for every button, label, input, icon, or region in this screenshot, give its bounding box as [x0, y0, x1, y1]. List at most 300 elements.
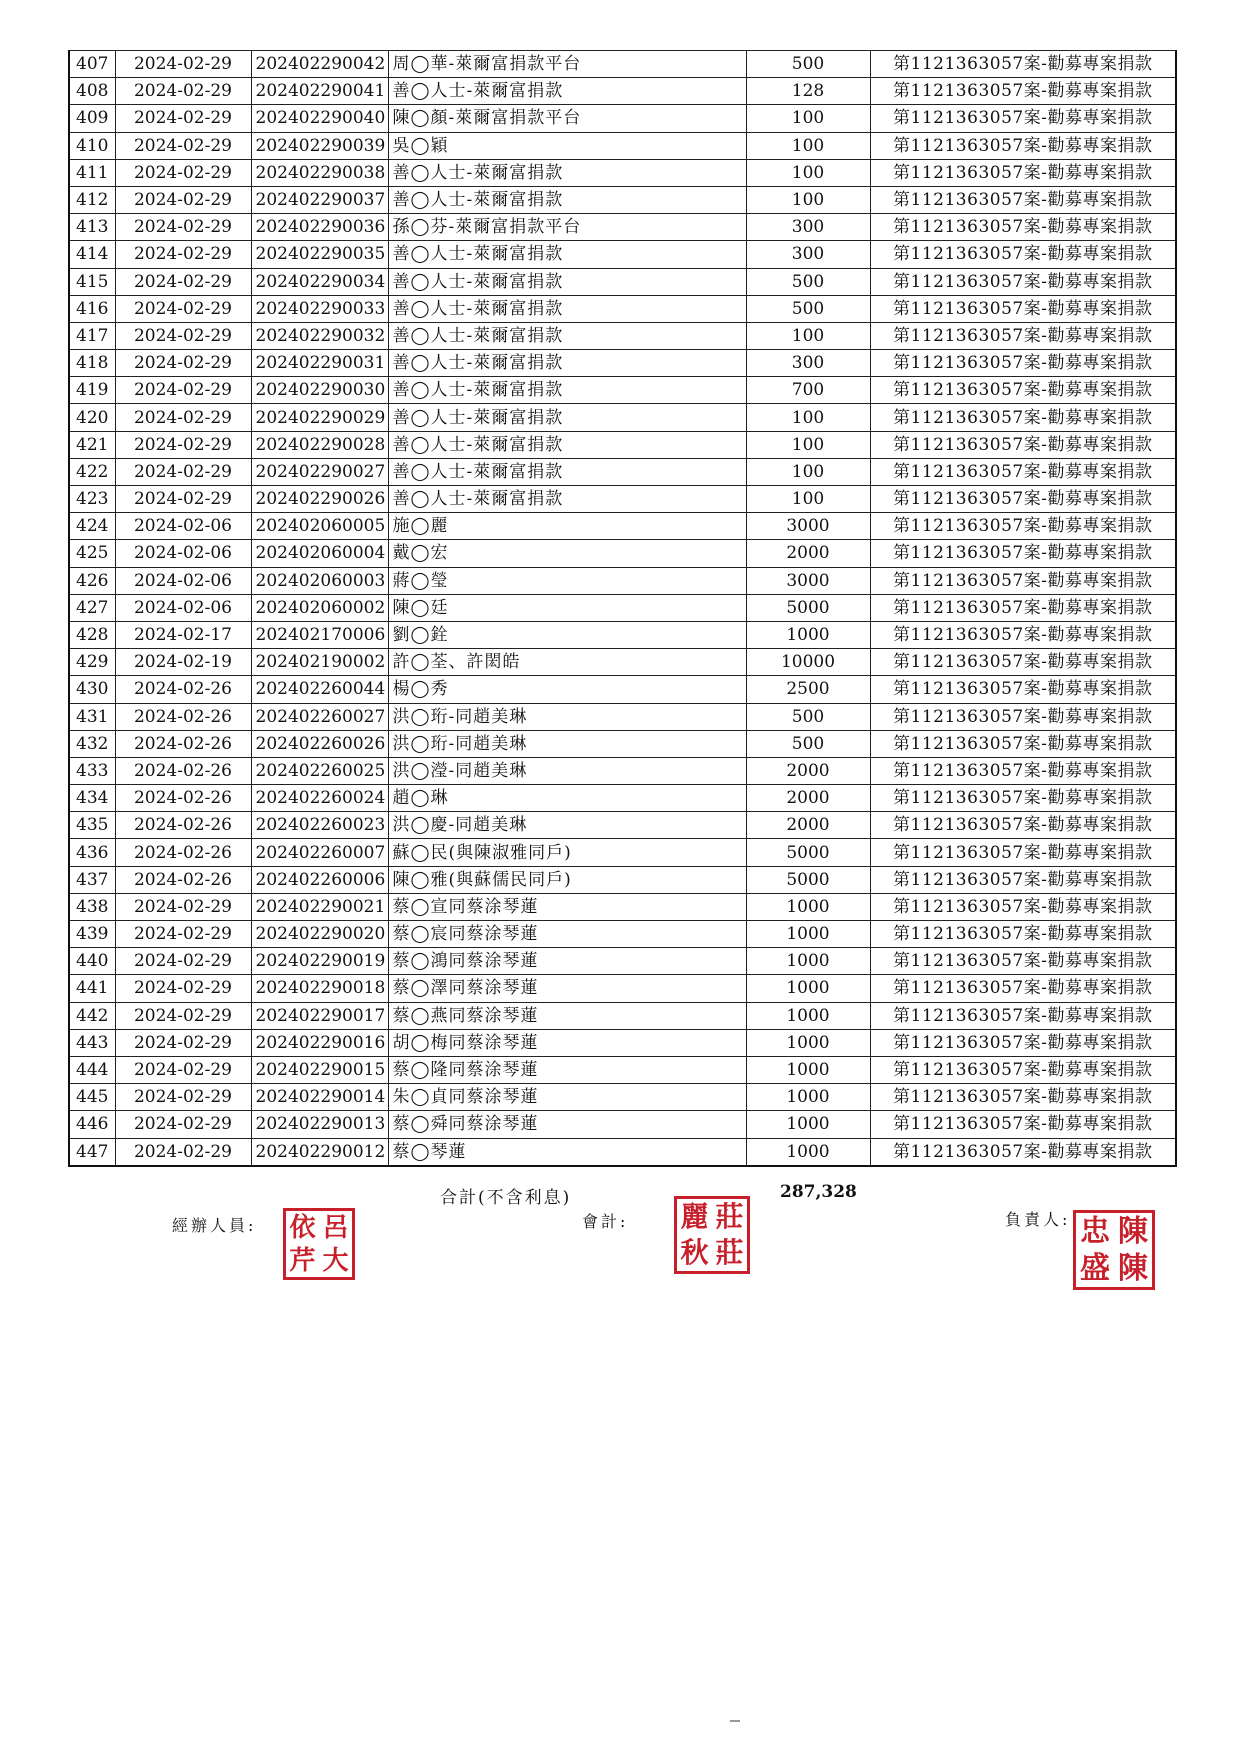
row-purpose: 第1121363057案-勸募專案捐款	[870, 350, 1176, 377]
donation-ledger-table	[68, 50, 1177, 1167]
row-amount: 100	[746, 486, 870, 513]
row-donor: 陳◯雅(與蘇儒民同戶)	[388, 866, 746, 893]
row-date: 2024-02-26	[115, 839, 251, 866]
total-label: 合計(不含利息)	[440, 1188, 572, 1208]
row-donor: 蔡◯舜同蔡涂琴蓮	[388, 1111, 746, 1138]
row-purpose: 第1121363057案-勸募專案捐款	[870, 1138, 1176, 1166]
row-amount: 5000	[746, 839, 870, 866]
row-purpose: 第1121363057案-勸募專案捐款	[870, 975, 1176, 1002]
row-receipt-no: 202402060002	[251, 594, 388, 621]
row-seq: 443	[69, 1029, 115, 1056]
row-seq: 444	[69, 1056, 115, 1083]
row-amount: 2000	[746, 540, 870, 567]
row-seq: 435	[69, 812, 115, 839]
row-date: 2024-02-06	[115, 594, 251, 621]
row-seq: 433	[69, 757, 115, 784]
row-receipt-no: 202402290026	[251, 486, 388, 513]
row-seq: 419	[69, 377, 115, 404]
seal-char: 依	[289, 1212, 316, 1243]
row-amount: 100	[746, 132, 870, 159]
row-donor: 善◯人士-萊爾富捐款	[388, 295, 746, 322]
seal-char: 盛	[1080, 1250, 1110, 1286]
row-date: 2024-02-26	[115, 866, 251, 893]
row-purpose: 第1121363057案-勸募專案捐款	[870, 812, 1176, 839]
row-purpose: 第1121363057案-勸募專案捐款	[870, 540, 1176, 567]
row-date: 2024-02-26	[115, 730, 251, 757]
row-donor: 劉◯銓	[388, 621, 746, 648]
table-row	[69, 186, 1176, 213]
row-receipt-no: 202402290028	[251, 431, 388, 458]
row-purpose: 第1121363057案-勸募專案捐款	[870, 268, 1176, 295]
row-date: 2024-02-29	[115, 78, 251, 105]
row-date: 2024-02-29	[115, 377, 251, 404]
row-donor: 蔡◯隆同蔡涂琴蓮	[388, 1056, 746, 1083]
row-receipt-no: 202402290036	[251, 214, 388, 241]
row-seq: 440	[69, 948, 115, 975]
row-receipt-no: 202402260025	[251, 757, 388, 784]
row-donor: 洪◯珩-同趙美琳	[388, 730, 746, 757]
row-receipt-no: 202402260007	[251, 839, 388, 866]
row-seq: 422	[69, 458, 115, 485]
row-amount: 1000	[746, 893, 870, 920]
row-date: 2024-02-06	[115, 513, 251, 540]
row-seq: 410	[69, 132, 115, 159]
row-receipt-no: 202402060004	[251, 540, 388, 567]
row-date: 2024-02-29	[115, 893, 251, 920]
table-row	[69, 513, 1176, 540]
row-receipt-no: 202402260026	[251, 730, 388, 757]
row-date: 2024-02-29	[115, 1138, 251, 1166]
row-date: 2024-02-19	[115, 649, 251, 676]
row-seq: 412	[69, 186, 115, 213]
row-purpose: 第1121363057案-勸募專案捐款	[870, 214, 1176, 241]
table-row	[69, 893, 1176, 920]
row-donor: 善◯人士-萊爾富捐款	[388, 486, 746, 513]
row-date: 2024-02-29	[115, 51, 251, 78]
table-row	[69, 268, 1176, 295]
row-purpose: 第1121363057案-勸募專案捐款	[870, 948, 1176, 975]
row-seq: 417	[69, 322, 115, 349]
row-date: 2024-02-29	[115, 1084, 251, 1111]
row-purpose: 第1121363057案-勸募專案捐款	[870, 839, 1176, 866]
seal-char: 芹	[289, 1245, 316, 1276]
row-purpose: 第1121363057案-勸募專案捐款	[870, 1002, 1176, 1029]
row-date: 2024-02-29	[115, 431, 251, 458]
row-donor: 善◯人士-萊爾富捐款	[388, 404, 746, 431]
row-amount: 2000	[746, 757, 870, 784]
row-receipt-no: 202402290041	[251, 78, 388, 105]
row-seq: 418	[69, 350, 115, 377]
row-purpose: 第1121363057案-勸募專案捐款	[870, 757, 1176, 784]
table-row	[69, 1002, 1176, 1029]
row-receipt-no: 202402290027	[251, 458, 388, 485]
row-receipt-no: 202402290019	[251, 948, 388, 975]
seal-char: 呂	[322, 1212, 349, 1243]
row-donor: 楊◯秀	[388, 676, 746, 703]
row-amount: 500	[746, 295, 870, 322]
row-date: 2024-02-29	[115, 268, 251, 295]
row-donor: 善◯人士-萊爾富捐款	[388, 350, 746, 377]
row-receipt-no: 202402060005	[251, 513, 388, 540]
row-seq: 408	[69, 78, 115, 105]
row-donor: 蔡◯燕同蔡涂琴蓮	[388, 1002, 746, 1029]
table-row	[69, 567, 1176, 594]
row-receipt-no: 202402060003	[251, 567, 388, 594]
row-receipt-no: 202402260006	[251, 866, 388, 893]
row-amount: 2000	[746, 812, 870, 839]
row-amount: 100	[746, 186, 870, 213]
row-seq: 423	[69, 486, 115, 513]
table-row	[69, 1056, 1176, 1083]
row-purpose: 第1121363057案-勸募專案捐款	[870, 486, 1176, 513]
row-amount: 300	[746, 214, 870, 241]
row-receipt-no: 202402290031	[251, 350, 388, 377]
row-amount: 1000	[746, 1084, 870, 1111]
row-receipt-no: 202402290016	[251, 1029, 388, 1056]
table-row	[69, 948, 1176, 975]
row-purpose: 第1121363057案-勸募專案捐款	[870, 132, 1176, 159]
row-receipt-no: 202402290021	[251, 893, 388, 920]
table-row	[69, 241, 1176, 268]
row-date: 2024-02-29	[115, 295, 251, 322]
row-date: 2024-02-29	[115, 1056, 251, 1083]
row-purpose: 第1121363057案-勸募專案捐款	[870, 513, 1176, 540]
row-purpose: 第1121363057案-勸募專案捐款	[870, 186, 1176, 213]
row-purpose: 第1121363057案-勸募專案捐款	[870, 105, 1176, 132]
row-purpose: 第1121363057案-勸募專案捐款	[870, 458, 1176, 485]
row-receipt-no: 202402290013	[251, 1111, 388, 1138]
table-row	[69, 295, 1176, 322]
row-donor: 蔡◯鴻同蔡涂琴蓮	[388, 948, 746, 975]
handler-label: 經辦人員:	[172, 1216, 257, 1235]
row-purpose: 第1121363057案-勸募專案捐款	[870, 676, 1176, 703]
table-row	[69, 839, 1176, 866]
row-date: 2024-02-26	[115, 757, 251, 784]
row-date: 2024-02-26	[115, 812, 251, 839]
row-date: 2024-02-17	[115, 621, 251, 648]
row-donor: 善◯人士-萊爾富捐款	[388, 322, 746, 349]
row-amount: 10000	[746, 649, 870, 676]
row-purpose: 第1121363057案-勸募專案捐款	[870, 649, 1176, 676]
row-seq: 415	[69, 268, 115, 295]
row-date: 2024-02-29	[115, 1111, 251, 1138]
row-receipt-no: 202402260027	[251, 703, 388, 730]
row-donor: 許◯荃、許閎皓	[388, 649, 746, 676]
table-row	[69, 1138, 1176, 1166]
row-date: 2024-02-29	[115, 975, 251, 1002]
table-row	[69, 1084, 1176, 1111]
row-seq: 438	[69, 893, 115, 920]
row-donor: 洪◯慶-同趙美琳	[388, 812, 746, 839]
row-date: 2024-02-29	[115, 214, 251, 241]
row-receipt-no: 202402290039	[251, 132, 388, 159]
row-amount: 100	[746, 105, 870, 132]
row-seq: 428	[69, 621, 115, 648]
row-donor: 善◯人士-萊爾富捐款	[388, 78, 746, 105]
row-purpose: 第1121363057案-勸募專案捐款	[870, 621, 1176, 648]
row-donor: 洪◯瀅-同趙美琳	[388, 757, 746, 784]
row-amount: 1000	[746, 921, 870, 948]
row-donor: 善◯人士-萊爾富捐款	[388, 268, 746, 295]
row-donor: 善◯人士-萊爾富捐款	[388, 431, 746, 458]
table-row	[69, 51, 1176, 78]
row-seq: 436	[69, 839, 115, 866]
table-row	[69, 757, 1176, 784]
table-row	[69, 812, 1176, 839]
row-purpose: 第1121363057案-勸募專案捐款	[870, 295, 1176, 322]
row-donor: 孫◯芬-萊爾富捐款平台	[388, 214, 746, 241]
row-purpose: 第1121363057案-勸募專案捐款	[870, 1111, 1176, 1138]
row-donor: 蘇◯民(與陳淑雅同戶)	[388, 839, 746, 866]
row-seq: 442	[69, 1002, 115, 1029]
row-receipt-no: 202402290037	[251, 186, 388, 213]
row-seq: 407	[69, 51, 115, 78]
row-receipt-no: 202402290032	[251, 322, 388, 349]
row-seq: 439	[69, 921, 115, 948]
row-seq: 427	[69, 594, 115, 621]
manager-seal-stamp	[1073, 1210, 1155, 1290]
seal-char: 陳	[1118, 1250, 1148, 1286]
row-purpose: 第1121363057案-勸募專案捐款	[870, 404, 1176, 431]
row-donor: 吳◯穎	[388, 132, 746, 159]
row-purpose: 第1121363057案-勸募專案捐款	[870, 431, 1176, 458]
row-amount: 300	[746, 350, 870, 377]
row-receipt-no: 202402290035	[251, 241, 388, 268]
table-row	[69, 676, 1176, 703]
row-amount: 1000	[746, 1002, 870, 1029]
row-amount: 2500	[746, 676, 870, 703]
row-seq: 434	[69, 785, 115, 812]
row-purpose: 第1121363057案-勸募專案捐款	[870, 567, 1176, 594]
row-seq: 425	[69, 540, 115, 567]
row-purpose: 第1121363057案-勸募專案捐款	[870, 51, 1176, 78]
row-purpose: 第1121363057案-勸募專案捐款	[870, 703, 1176, 730]
row-receipt-no: 202402290030	[251, 377, 388, 404]
row-seq: 420	[69, 404, 115, 431]
table-row	[69, 404, 1176, 431]
row-receipt-no: 202402290017	[251, 1002, 388, 1029]
row-receipt-no: 202402170006	[251, 621, 388, 648]
row-date: 2024-02-06	[115, 540, 251, 567]
seal-char: 秋	[680, 1236, 709, 1269]
row-amount: 1000	[746, 1056, 870, 1083]
row-seq: 414	[69, 241, 115, 268]
row-seq: 431	[69, 703, 115, 730]
row-receipt-no: 202402290038	[251, 159, 388, 186]
row-amount: 1000	[746, 1138, 870, 1166]
row-seq: 437	[69, 866, 115, 893]
row-seq: 429	[69, 649, 115, 676]
row-date: 2024-02-29	[115, 350, 251, 377]
row-date: 2024-02-26	[115, 785, 251, 812]
row-receipt-no: 202402290040	[251, 105, 388, 132]
row-donor: 善◯人士-萊爾富捐款	[388, 186, 746, 213]
row-amount: 100	[746, 458, 870, 485]
row-seq: 447	[69, 1138, 115, 1166]
row-donor: 朱◯貞同蔡涂琴蓮	[388, 1084, 746, 1111]
row-donor: 施◯麗	[388, 513, 746, 540]
row-donor: 周◯華-萊爾富捐款平台	[388, 51, 746, 78]
row-date: 2024-02-26	[115, 703, 251, 730]
row-amount: 1000	[746, 1111, 870, 1138]
row-seq: 430	[69, 676, 115, 703]
page-mark	[730, 1720, 740, 1722]
row-purpose: 第1121363057案-勸募專案捐款	[870, 730, 1176, 757]
table-row	[69, 350, 1176, 377]
seal-char: 麗	[680, 1200, 709, 1233]
row-donor: 戴◯宏	[388, 540, 746, 567]
row-seq: 413	[69, 214, 115, 241]
row-purpose: 第1121363057案-勸募專案捐款	[870, 1084, 1176, 1111]
row-seq: 441	[69, 975, 115, 1002]
row-donor: 蔡◯宣同蔡涂琴蓮	[388, 893, 746, 920]
row-purpose: 第1121363057案-勸募專案捐款	[870, 1029, 1176, 1056]
row-amount: 300	[746, 241, 870, 268]
row-seq: 421	[69, 431, 115, 458]
row-date: 2024-02-29	[115, 921, 251, 948]
table-row	[69, 594, 1176, 621]
row-donor: 陳◯廷	[388, 594, 746, 621]
row-donor: 陳◯顏-萊爾富捐款平台	[388, 105, 746, 132]
ledger-body	[69, 51, 1176, 1166]
row-receipt-no: 202402290033	[251, 295, 388, 322]
row-donor: 蔡◯澤同蔡涂琴蓮	[388, 975, 746, 1002]
row-purpose: 第1121363057案-勸募專案捐款	[870, 1056, 1176, 1083]
row-amount: 5000	[746, 866, 870, 893]
row-seq: 445	[69, 1084, 115, 1111]
row-date: 2024-02-29	[115, 458, 251, 485]
row-receipt-no: 202402260024	[251, 785, 388, 812]
row-donor: 善◯人士-萊爾富捐款	[388, 377, 746, 404]
row-receipt-no: 202402290018	[251, 975, 388, 1002]
accountant-seal-stamp	[674, 1196, 750, 1274]
row-amount: 3000	[746, 513, 870, 540]
row-purpose: 第1121363057案-勸募專案捐款	[870, 377, 1176, 404]
row-date: 2024-02-29	[115, 1002, 251, 1029]
table-row	[69, 649, 1176, 676]
accountant-label: 會計:	[582, 1212, 629, 1231]
row-date: 2024-02-29	[115, 105, 251, 132]
row-amount: 3000	[746, 567, 870, 594]
row-amount: 100	[746, 431, 870, 458]
row-purpose: 第1121363057案-勸募專案捐款	[870, 785, 1176, 812]
row-amount: 1000	[746, 975, 870, 1002]
row-receipt-no: 202402260023	[251, 812, 388, 839]
table-row	[69, 975, 1176, 1002]
table-row	[69, 377, 1176, 404]
row-donor: 善◯人士-萊爾富捐款	[388, 241, 746, 268]
row-date: 2024-02-29	[115, 404, 251, 431]
row-seq: 426	[69, 567, 115, 594]
table-row	[69, 105, 1176, 132]
row-amount: 500	[746, 268, 870, 295]
table-row	[69, 458, 1176, 485]
row-date: 2024-02-29	[115, 132, 251, 159]
row-purpose: 第1121363057案-勸募專案捐款	[870, 921, 1176, 948]
row-purpose: 第1121363057案-勸募專案捐款	[870, 893, 1176, 920]
row-amount: 1000	[746, 1029, 870, 1056]
row-purpose: 第1121363057案-勸募專案捐款	[870, 241, 1176, 268]
total-value: 287,328	[780, 1182, 857, 1202]
table-row	[69, 214, 1176, 241]
row-date: 2024-02-29	[115, 241, 251, 268]
row-seq: 446	[69, 1111, 115, 1138]
row-donor: 善◯人士-萊爾富捐款	[388, 458, 746, 485]
row-receipt-no: 202402290015	[251, 1056, 388, 1083]
row-date: 2024-02-06	[115, 567, 251, 594]
row-amount: 1000	[746, 948, 870, 975]
table-row	[69, 132, 1176, 159]
seal-char: 大	[322, 1245, 349, 1276]
row-amount: 2000	[746, 785, 870, 812]
row-purpose: 第1121363057案-勸募專案捐款	[870, 322, 1176, 349]
table-row	[69, 785, 1176, 812]
row-seq: 409	[69, 105, 115, 132]
row-receipt-no: 202402190002	[251, 649, 388, 676]
row-donor: 胡◯梅同蔡涂琴蓮	[388, 1029, 746, 1056]
row-purpose: 第1121363057案-勸募專案捐款	[870, 78, 1176, 105]
row-amount: 100	[746, 404, 870, 431]
row-seq: 432	[69, 730, 115, 757]
row-amount: 100	[746, 322, 870, 349]
row-donor: 蔡◯宸同蔡涂琴蓮	[388, 921, 746, 948]
row-amount: 128	[746, 78, 870, 105]
handler-seal-stamp	[283, 1208, 355, 1280]
row-receipt-no: 202402290042	[251, 51, 388, 78]
row-amount: 5000	[746, 594, 870, 621]
table-row	[69, 78, 1176, 105]
table-row	[69, 431, 1176, 458]
row-purpose: 第1121363057案-勸募專案捐款	[870, 159, 1176, 186]
seal-char: 忠	[1080, 1213, 1110, 1249]
table-row	[69, 322, 1176, 349]
row-amount: 500	[746, 51, 870, 78]
row-receipt-no: 202402290014	[251, 1084, 388, 1111]
table-row	[69, 866, 1176, 893]
row-amount: 100	[746, 159, 870, 186]
row-date: 2024-02-29	[115, 1029, 251, 1056]
row-receipt-no: 202402260044	[251, 676, 388, 703]
row-amount: 500	[746, 730, 870, 757]
row-receipt-no: 202402290034	[251, 268, 388, 295]
row-seq: 411	[69, 159, 115, 186]
row-donor: 蔡◯琴蓮	[388, 1138, 746, 1166]
row-date: 2024-02-29	[115, 486, 251, 513]
seal-char: 陳	[1118, 1213, 1148, 1249]
table-row	[69, 1029, 1176, 1056]
row-seq: 424	[69, 513, 115, 540]
row-date: 2024-02-29	[115, 159, 251, 186]
table-row	[69, 730, 1176, 757]
row-purpose: 第1121363057案-勸募專案捐款	[870, 594, 1176, 621]
row-date: 2024-02-29	[115, 186, 251, 213]
row-date: 2024-02-29	[115, 322, 251, 349]
table-row	[69, 621, 1176, 648]
row-donor: 洪◯珩-同趙美琳	[388, 703, 746, 730]
row-donor: 善◯人士-萊爾富捐款	[388, 159, 746, 186]
row-date: 2024-02-26	[115, 676, 251, 703]
table-row	[69, 1111, 1176, 1138]
row-purpose: 第1121363057案-勸募專案捐款	[870, 866, 1176, 893]
row-receipt-no: 202402290020	[251, 921, 388, 948]
row-amount: 500	[746, 703, 870, 730]
table-row	[69, 703, 1176, 730]
row-donor: 蔣◯瑩	[388, 567, 746, 594]
row-amount: 700	[746, 377, 870, 404]
table-row	[69, 159, 1176, 186]
manager-label: 負責人:	[1005, 1210, 1071, 1229]
table-row	[69, 921, 1176, 948]
